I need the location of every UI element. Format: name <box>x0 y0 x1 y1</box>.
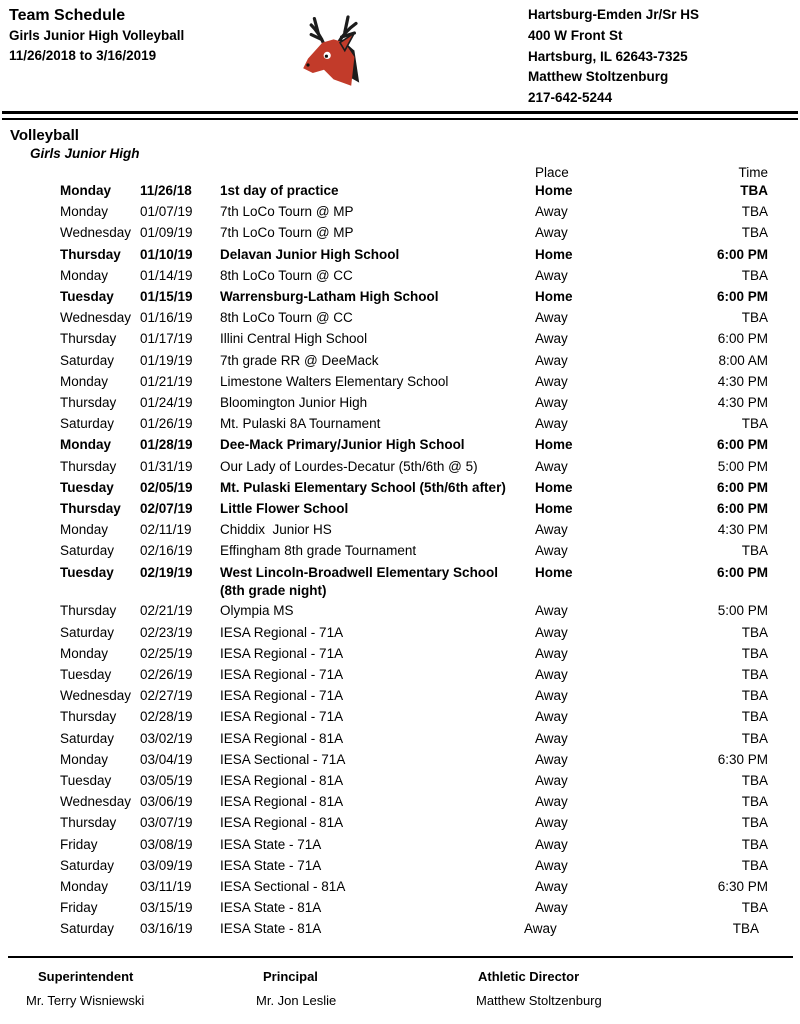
time-cell: TBA <box>741 857 768 873</box>
day-cell: Monday <box>60 267 109 283</box>
place-cell: Away <box>535 543 568 559</box>
day-cell: Thursday <box>60 331 117 347</box>
time-cell: TBA <box>741 900 768 916</box>
place-cell: Away <box>524 921 557 937</box>
school-street: 400 W Front St <box>528 27 623 43</box>
day-cell: Saturday <box>60 416 115 432</box>
day-cell: Wednesday <box>60 688 132 704</box>
schedule-row <box>60 350 768 371</box>
time-cell: 6:00 PM <box>716 479 768 495</box>
place-cell: Home <box>535 479 573 495</box>
time-cell: 5:00 PM <box>717 603 768 619</box>
place-cell: Home <box>535 437 573 453</box>
header-divider <box>2 111 798 120</box>
division-heading: Girls Junior High <box>30 146 140 161</box>
school-phone: 217-642-5244 <box>528 90 613 106</box>
schedule-row <box>60 897 768 918</box>
date-cell: 02/21/19 <box>140 603 193 619</box>
day-cell: Monday <box>60 522 109 538</box>
day-cell: Saturday <box>60 352 115 368</box>
event-cell: Bloomington Junior High <box>220 395 368 411</box>
schedule-row <box>60 434 768 455</box>
time-cell: TBA <box>741 225 768 241</box>
place-cell: Home <box>535 246 573 262</box>
event-cell: IESA Regional - 71A <box>220 645 344 661</box>
place-cell: Away <box>535 225 568 241</box>
date-range: 11/26/2018 to 3/16/2019 <box>9 48 157 63</box>
event-cell: 7th grade RR @ DeeMack <box>220 352 379 368</box>
place-cell: Home <box>535 289 573 305</box>
schedule-row <box>60 371 768 392</box>
school-city-state-zip: Hartsburg, IL 62643-7325 <box>528 48 688 64</box>
date-cell: 02/27/19 <box>140 688 193 704</box>
place-cell: Away <box>535 815 568 831</box>
date-cell: 01/10/19 <box>140 246 193 262</box>
schedule-row <box>60 918 768 939</box>
day-cell: Thursday <box>60 458 117 474</box>
date-cell: 01/24/19 <box>140 395 193 411</box>
event-cell: Olympia MS <box>220 603 294 619</box>
schedule-row <box>60 600 768 621</box>
event-cell: Mt. Pulaski 8A Tournament <box>220 416 381 432</box>
official-title: Principal <box>263 969 318 984</box>
day-cell: Saturday <box>60 543 115 559</box>
schedule-row <box>60 477 768 498</box>
schedule-row <box>60 685 768 706</box>
footer-superintendent <box>26 969 144 1008</box>
day-cell: Monday <box>60 645 109 661</box>
schedule-row <box>60 749 768 770</box>
team-line: Girls Junior High Volleyball <box>9 28 185 43</box>
time-cell: TBA <box>741 709 768 725</box>
table-header-row <box>60 165 768 180</box>
place-cell: Away <box>535 395 568 411</box>
day-cell: Wednesday <box>60 794 132 810</box>
day-cell: Wednesday <box>60 225 132 241</box>
place-cell: Away <box>535 331 568 347</box>
event-cell: IESA State - 71A <box>220 836 322 852</box>
day-cell: Thursday <box>60 395 117 411</box>
time-cell: TBA <box>741 772 768 788</box>
schedule-row <box>60 286 768 307</box>
schedule-row <box>60 519 768 540</box>
event-cell: Mt. Pulaski Elementary School (5th/6th after) <box>220 479 506 495</box>
document-header <box>0 0 800 108</box>
event-cell: IESA Regional - 81A <box>220 730 344 746</box>
schedule-rows <box>60 180 768 940</box>
sport-heading: Volleyball <box>10 127 79 144</box>
date-cell: 01/28/19 <box>140 437 193 453</box>
day-cell: Monday <box>60 751 109 767</box>
schedule-row <box>60 643 768 664</box>
time-cell: 5:00 PM <box>717 458 768 474</box>
time-cell: TBA <box>741 645 768 661</box>
time-cell: TBA <box>741 416 768 432</box>
date-cell: 01/07/19 <box>140 204 193 220</box>
time-cell: TBA <box>741 267 768 283</box>
date-cell: 03/16/19 <box>140 921 193 937</box>
event-cell: IESA Regional - 71A <box>220 666 344 682</box>
place-cell: Away <box>535 688 568 704</box>
date-cell: 01/26/19 <box>140 416 193 432</box>
event-cell: Chiddix Junior HS <box>220 522 332 538</box>
event-cell: IESA Sectional - 71A <box>220 751 346 767</box>
day-cell: Monday <box>60 879 109 894</box>
date-cell: 03/11/19 <box>140 879 192 894</box>
school-name: Hartsburg-Emden Jr/Sr HS <box>528 7 700 22</box>
event-cell: Little Flower School <box>220 501 349 517</box>
day-cell: Saturday <box>60 624 115 640</box>
event-cell: Our Lady of Lourdes-Decatur (5th/6th @ 5) <box>220 458 478 474</box>
school-info-block <box>528 5 699 109</box>
day-cell: Thursday <box>60 246 121 262</box>
time-cell: 8:00 AM <box>718 352 768 368</box>
time-cell: TBA <box>741 688 768 704</box>
official-name: Mr. Jon Leslie <box>256 993 337 1008</box>
official-name: Matthew Stoltzenburg <box>476 993 602 1008</box>
schedule-row <box>60 728 768 749</box>
place-cell: Away <box>535 709 568 725</box>
time-cell: 4:30 PM <box>717 373 768 389</box>
page-title: Team Schedule <box>9 7 126 24</box>
day-cell: Monday <box>60 183 112 198</box>
day-cell: Saturday <box>60 730 115 746</box>
day-cell: Tuesday <box>60 772 112 788</box>
official-name: Mr. Terry Wisniewski <box>26 993 145 1008</box>
time-cell: 4:30 PM <box>717 522 768 538</box>
schedule-row <box>60 540 768 561</box>
date-cell: 03/09/19 <box>140 857 193 873</box>
date-cell: 02/23/19 <box>140 624 193 640</box>
time-cell: 6:00 PM <box>716 437 768 453</box>
event-cell: IESA Regional - 71A <box>220 624 344 640</box>
date-cell: 03/06/19 <box>140 794 193 810</box>
schedule-row <box>60 244 768 265</box>
event-cell: 8th LoCo Tourn @ CC <box>220 267 353 283</box>
place-cell: Away <box>535 603 568 619</box>
date-cell: 01/09/19 <box>140 225 193 241</box>
event-cell: 8th LoCo Tourn @ CC <box>220 310 353 326</box>
place-column-header: Place <box>535 165 569 180</box>
footer-principal <box>256 969 336 1008</box>
date-cell: 01/31/19 <box>140 458 193 474</box>
day-cell: Saturday <box>60 921 115 937</box>
event-cell: Dee-Mack Primary/Junior High School <box>220 437 465 453</box>
place-cell: Away <box>535 204 568 220</box>
time-cell: TBA <box>741 624 768 640</box>
event-cell: IESA Regional - 81A <box>220 772 344 788</box>
day-cell: Tuesday <box>60 564 114 580</box>
time-cell: TBA <box>741 666 768 682</box>
date-cell: 03/08/19 <box>140 836 193 852</box>
event-cell: Effingham 8th grade Tournament <box>220 543 417 559</box>
time-cell: 6:00 PM <box>717 331 768 347</box>
time-cell: TBA <box>741 543 768 559</box>
time-cell: 6:00 PM <box>716 564 768 580</box>
date-cell: 03/04/19 <box>140 751 193 767</box>
schedule-row <box>60 498 768 519</box>
time-cell: 6:00 PM <box>716 246 768 262</box>
event-cell: Illini Central High School <box>220 331 368 347</box>
place-cell: Away <box>535 730 568 746</box>
place-cell: Away <box>535 352 568 368</box>
schedule-row <box>60 456 768 477</box>
day-cell: Friday <box>60 900 98 916</box>
day-cell: Monday <box>60 204 109 220</box>
event-cell: IESA State - 81A <box>220 900 322 916</box>
date-cell: 03/05/19 <box>140 772 193 788</box>
time-column-header: Time <box>738 165 768 180</box>
place-cell: Away <box>535 373 568 389</box>
schedule-row <box>60 392 768 413</box>
place-cell: Away <box>535 416 568 432</box>
place-cell: Away <box>535 900 568 916</box>
place-cell: Away <box>535 857 568 873</box>
schedule-row <box>60 180 768 201</box>
date-cell: 02/16/19 <box>140 543 193 559</box>
day-cell: Tuesday <box>60 666 112 682</box>
date-cell: 01/17/19 <box>140 331 193 347</box>
event-cell: IESA Regional - 81A <box>220 815 344 831</box>
schedule-row <box>60 706 768 727</box>
day-cell: Thursday <box>60 603 117 619</box>
day-cell: Thursday <box>60 501 121 517</box>
footer-athletic-director <box>476 969 602 1008</box>
school-contact-name: Matthew Stoltzenburg <box>528 69 669 85</box>
event-cell: IESA State - 81A <box>220 921 322 937</box>
place-cell: Away <box>535 310 568 326</box>
time-cell: TBA <box>741 836 768 852</box>
day-cell: Wednesday <box>60 310 132 326</box>
event-cell: 7th LoCo Tourn @ MP <box>220 204 354 220</box>
day-cell: Monday <box>60 373 109 389</box>
report-title-block <box>9 5 184 66</box>
date-cell: 03/15/19 <box>140 900 193 916</box>
date-cell: 02/05/19 <box>140 479 193 495</box>
time-cell: 4:30 PM <box>717 395 768 411</box>
date-cell: 01/15/19 <box>140 289 193 305</box>
time-cell: TBA <box>741 204 768 220</box>
place-cell: Away <box>535 458 568 474</box>
event-cell: West Lincoln-Broadwell Elementary School (8th grade night) <box>220 562 535 601</box>
schedule-row <box>60 876 768 897</box>
event-cell: Delavan Junior High School <box>220 246 400 262</box>
date-cell: 01/21/19 <box>140 373 193 389</box>
event-cell: IESA Regional - 71A <box>220 688 344 704</box>
place-cell: Away <box>535 666 568 682</box>
event-cell: 7th LoCo Tourn @ MP <box>220 225 354 241</box>
event-cell: 1st day of practice <box>220 183 339 198</box>
day-cell: Thursday <box>60 815 117 831</box>
schedule-row <box>60 855 768 876</box>
event-cell: IESA Regional - 71A <box>220 709 344 725</box>
time-cell: TBA <box>741 730 768 746</box>
date-cell: 02/28/19 <box>140 709 193 725</box>
place-cell: Away <box>535 794 568 810</box>
time-cell: 6:00 PM <box>716 289 768 305</box>
event-cell: IESA Sectional - 81A <box>220 879 346 894</box>
schedule-row <box>60 664 768 685</box>
day-cell: Friday <box>60 836 98 852</box>
place-cell: Away <box>535 772 568 788</box>
schedule-row <box>60 201 768 222</box>
official-title: Superintendent <box>38 969 134 984</box>
day-cell: Saturday <box>60 857 115 873</box>
time-cell: TBA <box>741 310 768 326</box>
place-cell: Away <box>535 522 568 538</box>
place-cell: Away <box>535 751 568 767</box>
time-cell: TBA <box>741 794 768 810</box>
time-cell: 6:00 PM <box>716 501 768 517</box>
time-cell: 6:30 PM <box>717 751 768 767</box>
place-cell: Home <box>535 564 573 580</box>
schedule-row <box>60 222 768 243</box>
schedule-row <box>60 812 768 833</box>
schedule-row <box>60 770 768 791</box>
place-cell: Away <box>535 624 568 640</box>
date-cell: 02/11/19 <box>140 522 192 538</box>
event-cell: Warrensburg-Latham High School <box>220 289 439 305</box>
place-cell: Away <box>535 267 568 283</box>
date-cell: 03/02/19 <box>140 730 193 746</box>
date-cell: 01/19/19 <box>140 352 193 368</box>
schedule-table <box>60 165 768 940</box>
schedule-row <box>60 562 768 601</box>
schedule-row <box>60 834 768 855</box>
day-cell: Monday <box>60 437 112 453</box>
date-cell: 01/16/19 <box>140 310 193 326</box>
place-cell: Away <box>535 836 568 852</box>
time-cell: TBA <box>732 921 759 937</box>
date-cell: 02/25/19 <box>140 645 193 661</box>
date-cell: 02/07/19 <box>140 501 193 517</box>
event-cell: IESA Regional - 81A <box>220 794 344 810</box>
schedule-row <box>60 622 768 643</box>
document-footer <box>8 956 793 1016</box>
schedule-row <box>60 413 768 434</box>
date-cell: 02/26/19 <box>140 666 193 682</box>
date-cell: 02/19/19 <box>140 564 193 580</box>
event-cell-line2: (8th grade night) <box>220 582 327 598</box>
place-cell: Home <box>535 501 573 517</box>
place-cell: Away <box>535 645 568 661</box>
date-cell: 03/07/19 <box>140 815 193 831</box>
place-cell: Away <box>535 879 568 894</box>
event-cell: IESA State - 71A <box>220 857 322 873</box>
event-cell: Limestone Walters Elementary School <box>220 373 449 389</box>
stag-mascot-icon <box>292 2 372 96</box>
time-cell: TBA <box>741 815 768 831</box>
schedule-row <box>60 265 768 286</box>
schedule-row <box>60 791 768 812</box>
schedule-row <box>60 307 768 328</box>
date-cell: 01/14/19 <box>140 267 193 283</box>
day-cell: Thursday <box>60 709 117 725</box>
day-cell: Tuesday <box>60 479 114 495</box>
day-cell: Tuesday <box>60 289 114 305</box>
time-cell: TBA <box>740 183 768 198</box>
date-cell: 11/26/18 <box>140 183 192 198</box>
schedule-row <box>60 328 768 349</box>
time-cell: 6:30 PM <box>717 879 768 894</box>
place-cell: Home <box>535 183 573 198</box>
official-title: Athletic Director <box>478 969 580 984</box>
